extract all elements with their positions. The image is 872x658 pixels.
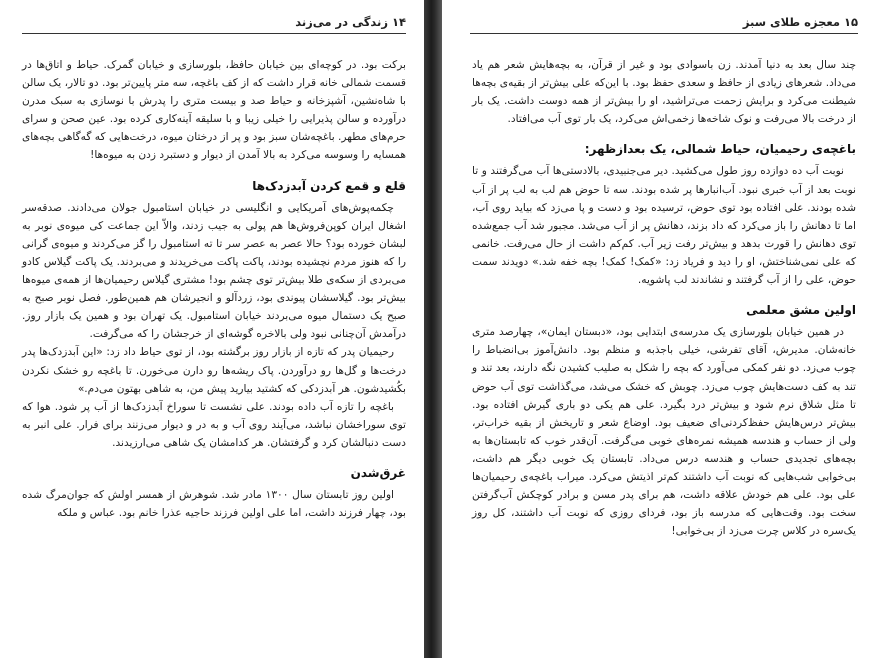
paragraph: چکمه‌پوش‌های آمریکایی و انگلیسی در خیابان استامبول جولان می‌دادند. صدقه‌سر اشغال ایران کوپن‌فروش‌ها هم پولی به جیب زدند، والاّ این جماعت کی میوه‌ی نوبر به لبشان خورده بود؟ حالا عصر به عصر سر تا ته استامبول را گز می‌کردند و میوه‌ی گرانی را که هنوز مردم نچشیده بودند، پاکت پاکت می‌خریدند و می‌بردند. یک پاکت گیلاس کادو می‌بردی از سکه‌ی طلا بیش‌تر توی چشم بود! مشتری گیلاس رحیمیان‌ها از همه‌ی میوه‌ها بیش‌تر بود. گیلاسشان پیوندی بود، زردآلو و انجیرشان هم همین‌طور. فصل نوبر صبح به صبح یک دستمال میوه می‌بردند خیابان استامبول. یک تهران بود و همین یک بازار روز. درآمدش آن‌چنانی نبود ولی بالاخره گوشه‌ای از خرجشان را که می‌گرفت. (22, 201, 406, 341)
paragraph: چند سال بعد به دنیا آمدند. زن باسوادی بود و غیر از قرآن، به بچه‌هایش شعر هم یاد می‌داد. شعرهای زیادی از حافظ و سعدی حفظ بود. با این‌که علی بیش‌تر از بقیه‌ی بچه‌ها شیطنت می‌کرد و برایش زحمت می‌تراشید، او را بیش‌تر از همه دوست داشت. یک بار از درخت بالا می‌رفت و نوک شاخه‌ها زخمی‌اش می‌کرد، یک بار توی آب می‌افتاد. (472, 59, 856, 126)
right-page (442, 0, 872, 658)
section-heading: قلع و قمع کردن آبدزدک‌ها (252, 178, 406, 193)
right-running-title: معجزه طلای سبز (742, 15, 840, 29)
paragraph: نوبت آب ده دوازده روز طول می‌کشید. دیر می‌جنبیدی، بالادستی‌ها آب می‌گرفتند و تا نوبت بعد از آب خبری نبود. آب‌انبارها پر شده بودند. سه تا حوض هم لب به لب پر از آب شده بودند. علی افتاده بود توی حوض، ترسیده بود و دست و پا می‌زد که بیاید روی آب، اما تا دهانش را باز می‌کرد که داد بزند، دهانش پر از آب می‌شد. مجبور شد آب جمع‌شده توی دهانش را قورت بدهد و بیش‌تر رفت زیر آب. کم‌کم داشت از حال می‌رفت. خانمی که علی نمی‌شناختش، او را دید و فریاد زد: «کمک! کمک! بچه خفه شد.» دویدند سمت حوض، علی را از آب گرفتند و نشاندند لب پاشویه. (472, 165, 856, 287)
section-heading: غرق‌شدن (350, 465, 406, 480)
left-page (0, 0, 424, 658)
paragraph: برکت بود. در کوچه‌ای بین خیابان حافظ، بلورسازی و خیابان گمرک. حیاط و اتاق‌ها در قسمت شمالی خانه قرار داشت که از کف باغچه، سه متر پایین‌تر بود. دو تالار، یک سالن با شاه‌نشین، آشپزخانه و حیاط صد و بیست متری را پدرش با نوسازی به سبک مدرن درآورده و سالن پذیرایی را خیلی زیبا و با سلیقه آینه‌کاری کرده بود. عین صحن و سرای حرم‌های مطهر. باغچه‌شان سبز بود و پر از درختان میوه، درخت‌هایی که گه‌گاهی بچه‌های همسایه را وسوسه می‌کرد به بالا آمدن از دیوار و دستبرد زدن به میوه‌ها! (22, 59, 406, 162)
book-gutter (424, 0, 442, 658)
section-heading: باغچه‌ی رحیمیان، حیاط شمالی، یک بعدازظهر: (584, 142, 856, 157)
right-page-number: ۱۵ (843, 15, 858, 29)
paragraph: رحیمیان پدر که تازه از بازار روز برگشته بود، از توی حیاط داد زد: «این آبدزدک‌ها پدر درخت‌ها و گل‌ها رو درآوردن. پاک ریشه‌ها رو دارن می‌خورن. تا باغچه رو خشک نکردن بکُشیدشون. هر آبدزدکی که کشتید بیارید پیش من، به شاهی بهتون می‌دم.» (22, 346, 406, 395)
left-page-header (22, 14, 406, 34)
left-page-number: ۱۴ (391, 15, 406, 29)
paragraph: در همین خیابان بلورسازی یک مدرسه‌ی ابتدایی بود، «دبستان ایمان»، چهارصد متری خانه‌شان. مدیرش، آقای تفرشی، خیلی باجذبه و منظم بود. دانش‌آموز بی‌انضباط را چوب می‌زد. دو نفر کمکی می‌آورد که بچه را شکل به صلیب کشیدن نگه دارند، بعد تند و تند به کف دست‌هایش چوب می‌زد. چوبش که خشک می‌شد، می‌گذاشت توی آب حوض تا مثل شلاق نرم شود و بیش‌تر درد بگیرد. علی هم یکی دو باری گیرش افتاده بود. بیش‌تر درس‌هایش حفظ‌کردنی‌ای ضعیف بود. اوضاع شعر و تاریخش از بقیه خراب‌تر، ولی از حساب و هندسه همیشه نمره‌های خوبی می‌گرفت. آن‌قدر خوب که تابستان‌ها به بچه‌های تجدیدی حساب و هندسه درس می‌داد. تابستان یک خوبی دیگر هم داشت، بی‌خوابی شب‌هایی که نوبت آب داشتند کم‌تر اذیتش می‌کرد. میراب باغچه‌ی رحیمیان‌ها علی بود. علی هم خودش علاقه داشت، هم برای پدر مسن و برادر کوچکش آب‌گرفتن سخت بود. وقت‌هایی که مدرسه باز بود، فردای روزی که نوبت آب داشتند، کل روز یک‌سره در کلاس چرت می‌زد از بی‌خوابی! (472, 326, 856, 538)
left-page-body (22, 56, 406, 522)
section-heading: اولین مشق معلمی (746, 303, 856, 318)
paragraph: اولین روز تابستان سال ۱۳۰۰ مادر شد. شوهرش از همسر اولش که جوان‌مرگ شده بود، چهار فرزند داشت، اما علی اولین فرزند حاجیه عذرا خانم بود. عباس و ملکه (22, 489, 406, 520)
left-running-title: زندگی در می‌زند (295, 15, 388, 29)
paragraph: باغچه را تازه آب داده بودند. علی نشست تا سوراخ آبدزدک‌ها از آب پر شود. هوا که توی سوراخشان نباشد، می‌آیند روی آب و به در و دیوار می‌زنند برای فرار. علی انبر به دست دنبالشان کرد و گرفتشان. هر کدامشان یک شاهی می‌ارزیدند. (22, 400, 406, 449)
right-page-header (470, 14, 858, 34)
right-page-body (472, 56, 856, 540)
